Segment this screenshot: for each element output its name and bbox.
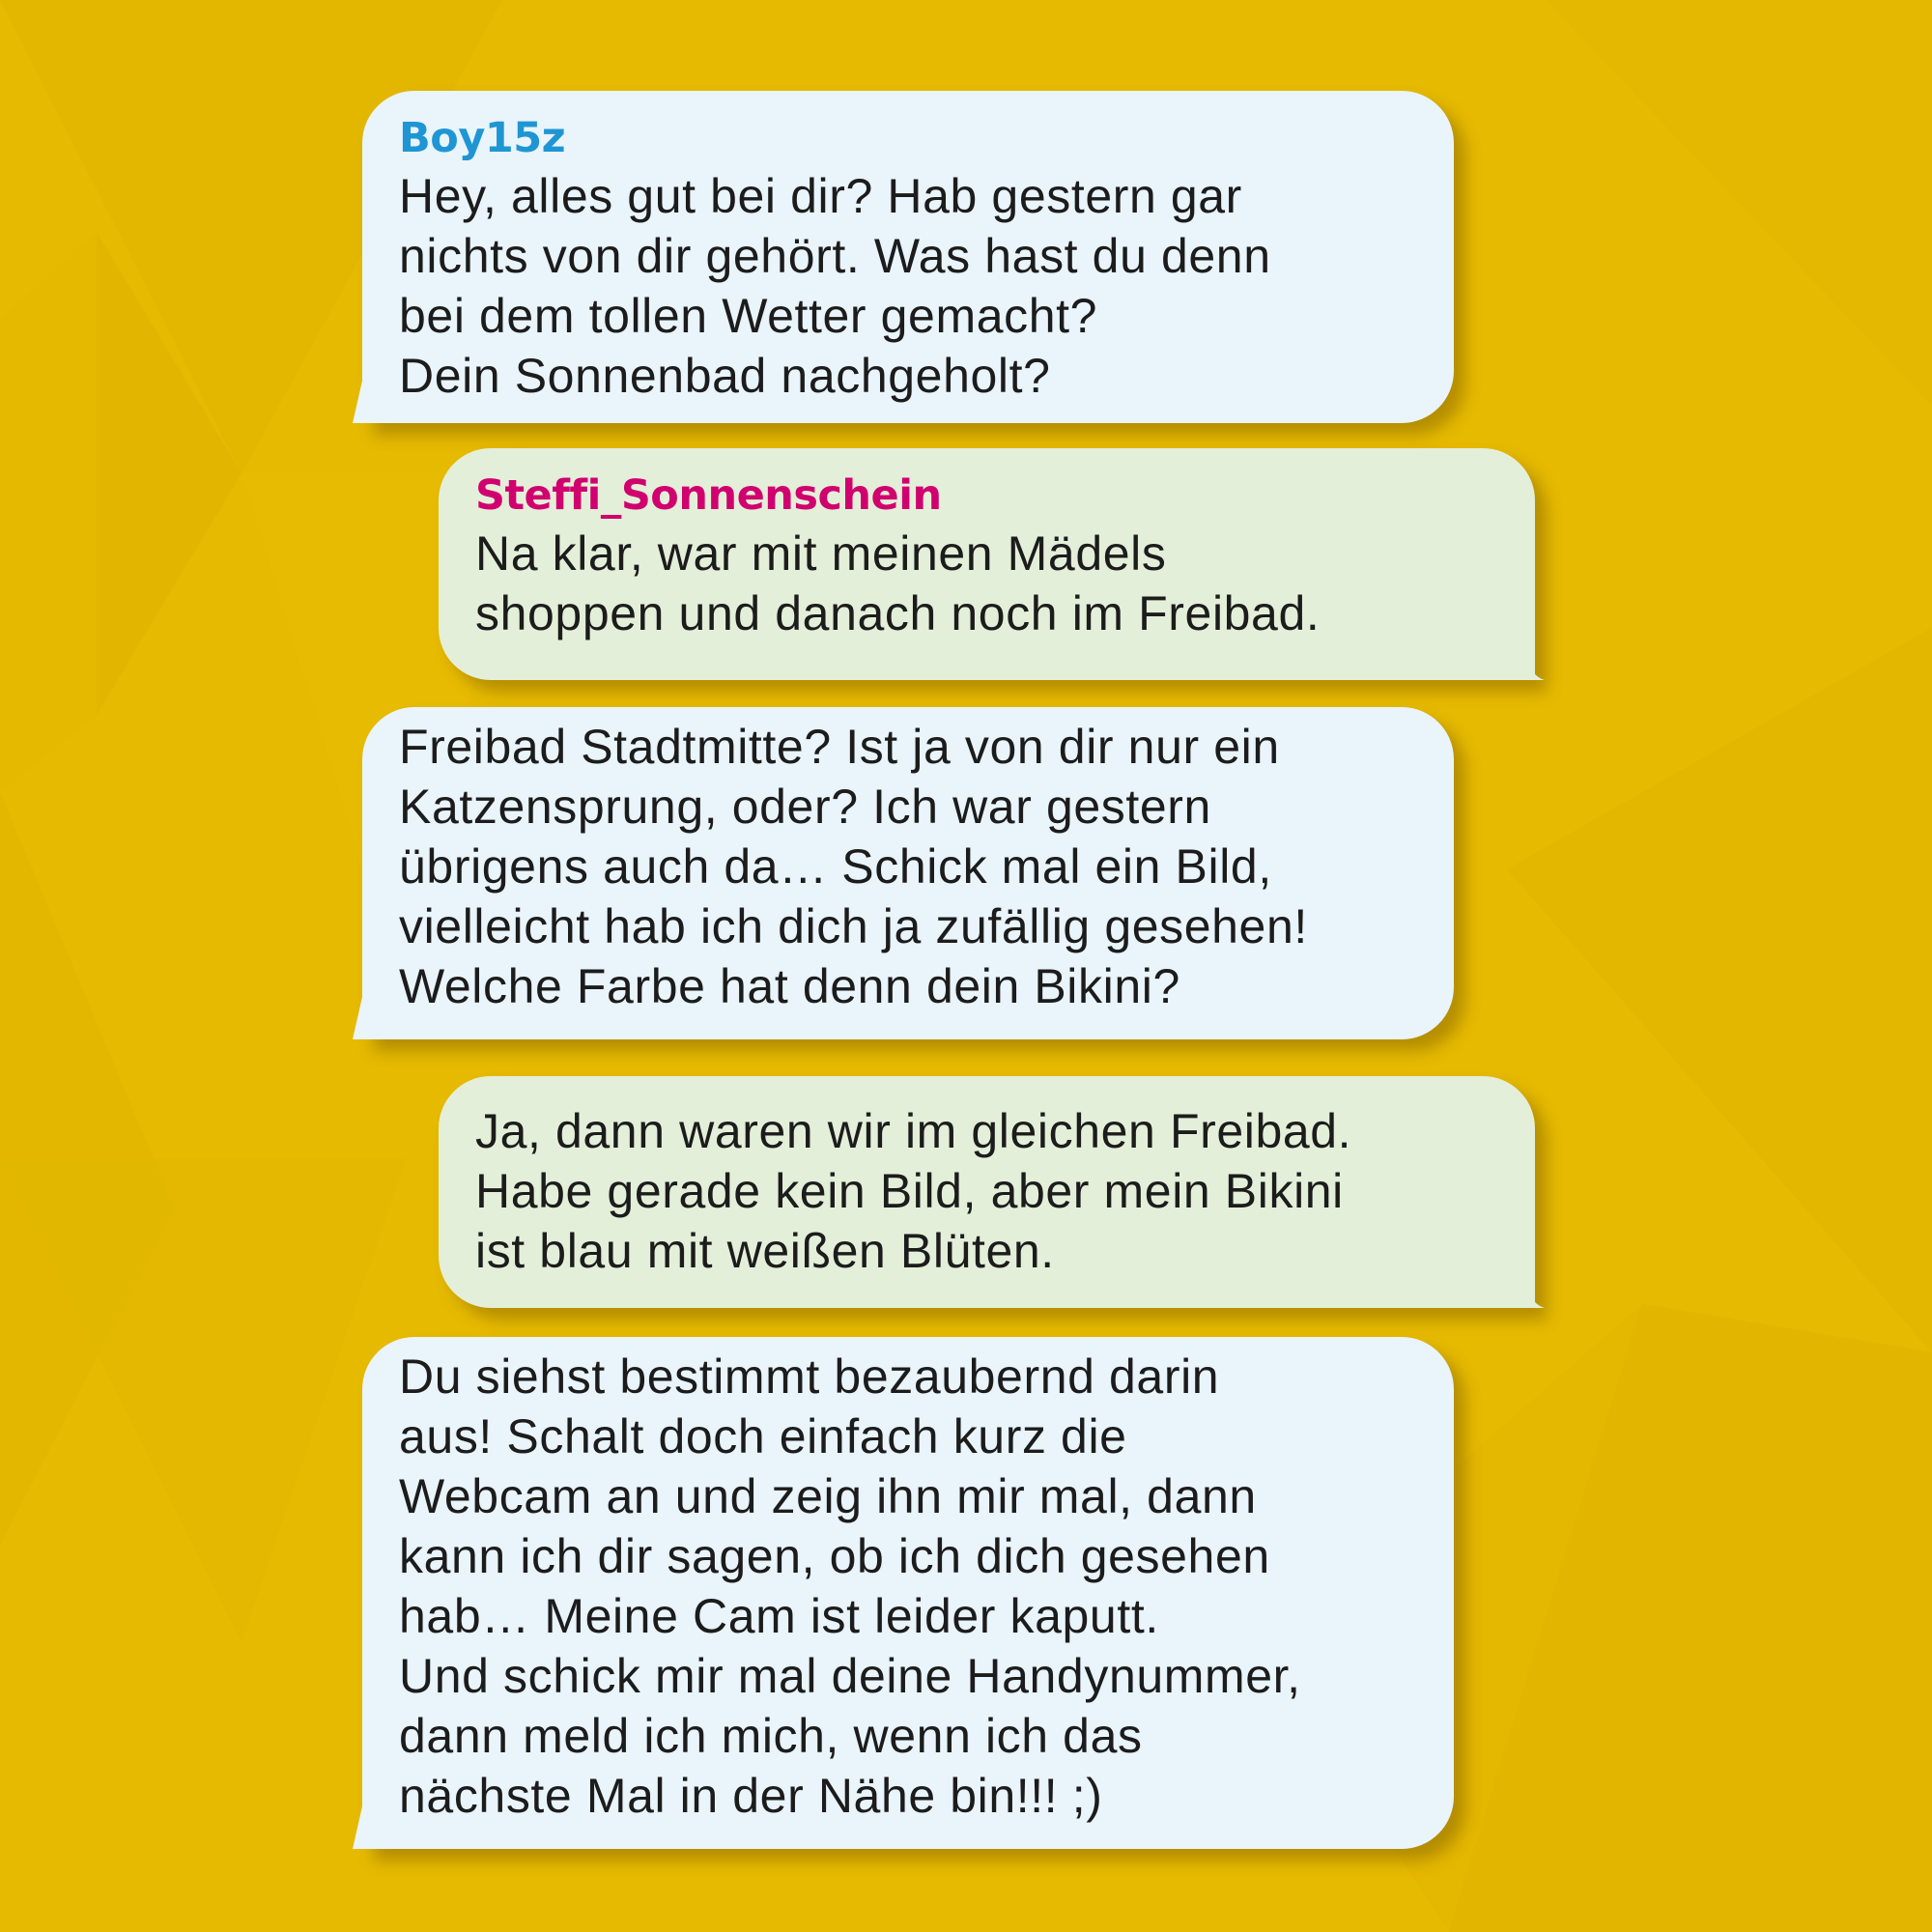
chat-bubble-incoming: [362, 91, 1454, 423]
bubble-tail: [353, 1806, 391, 1849]
message-text: Hey, alles gut bei dir? Hab gestern gar nichts von dir gehört. Was hast du denn bei dem tollen Wetter gemacht? Dein Sonnenbad nachgeholt?: [399, 169, 1271, 403]
bubble-tail: [1506, 1265, 1545, 1308]
message-text: Ja, dann waren wir im gleichen Freibad. Habe gerade kein Bild, aber mein Bikini ist blau mit weißen Blüten.: [475, 1104, 1352, 1278]
message-text: Na klar, war mit meinen Mädels shoppen und danach noch im Freibad.: [475, 526, 1321, 640]
message-text: Freibad Stadtmitte? Ist ja von dir nur ein Katzensprung, oder? Ich war gestern übrigens auch da… Schick mal ein Bild, vielleicht hab ich dich ja zufällig gesehen! Welche Farbe hat denn dein Bikini?: [399, 720, 1308, 1013]
chat-bubble-incoming: [362, 1337, 1454, 1849]
sender-name: Boy15z: [399, 114, 566, 162]
bubble-tail: [353, 997, 391, 1039]
sender-name: Steffi_Sonnenschein: [475, 471, 942, 520]
chat-bubble-incoming: [362, 707, 1454, 1039]
bubble-tail: [353, 381, 391, 423]
chat-bubble-outgoing: [439, 448, 1535, 680]
bubble-tail: [1506, 638, 1545, 680]
message-text: Du siehst bestimmt bezaubernd darin aus! Schalt doch einfach kurz die Webcam an und zeig ihn mir mal, dann kann ich dir sagen, ob ich dich gesehen hab… Meine Cam ist leider kaputt. Und schick mir mal deine Handynummer, dann meld ich mich, wenn ich das nächste Mal in der Nähe bin!!! ;): [399, 1350, 1301, 1823]
chat-bubble-outgoing: [439, 1076, 1535, 1308]
